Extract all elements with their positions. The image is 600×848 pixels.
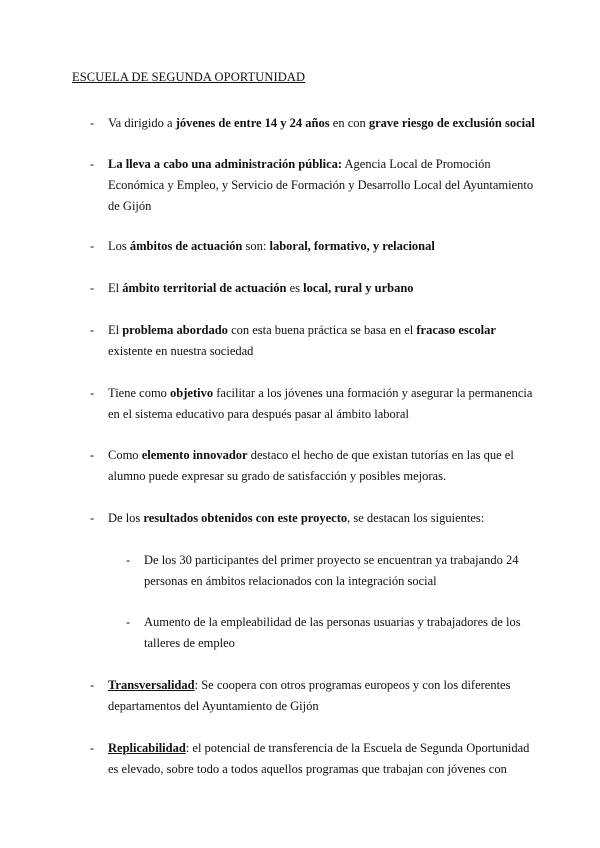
- bullet-dash: -: [90, 281, 95, 295]
- list-item-text: El problema abordado con esta buena práctica se basa en el fracaso escolar existente en nuestra sociedad: [108, 323, 496, 358]
- list-item-text: Replicabilidad: el potencial de transferencia de la Escuela de Segunda Oportunidad es elevado, sobre todo a todos aquellos programas que trabajan con jóvenes con: [108, 741, 530, 776]
- list-item-text: La lleva a cabo una administración pública: Agencia Local de Promoción Económica y Empleo, y Servicio de Formación y Desarrollo Local del Ayuntamiento de Gijón: [108, 157, 534, 213]
- bullet-dash: -: [126, 553, 131, 567]
- bullet-dash: -: [126, 615, 131, 629]
- list-item-text: Tiene como objetivo facilitar a los jóvenes una formación y asegurar la permanencia en el sistema educativo para después pasar al ámbito laboral: [108, 386, 533, 421]
- bullet-dash: -: [90, 157, 95, 171]
- bullet-dash: -: [90, 116, 95, 130]
- bullet-dash: -: [90, 741, 95, 755]
- list-item-text: Va dirigido a jóvenes de entre 14 y 24 años en con grave riesgo de exclusión social: [108, 116, 535, 130]
- page-title: ESCUELA DE SEGUNDA OPORTUNIDAD: [72, 70, 306, 84]
- bullet-dash: -: [90, 678, 95, 692]
- bullet-dash: -: [90, 323, 95, 337]
- list-item-text: Como elemento innovador destaco el hecho de que existan tutorías en las que el alumno puede expresar su grado de satisfacción y posibles mejoras.: [108, 448, 514, 483]
- bullet-dash: -: [90, 239, 95, 253]
- list-item-text: De los resultados obtenidos con este proyecto, se destacan los siguientes:: [108, 511, 485, 525]
- bullet-dash: -: [90, 448, 95, 462]
- list-item-text: Transversalidad: Se coopera con otros programas europeos y con los diferentes departamentos del Ayuntamiento de Gijón: [108, 678, 511, 713]
- sub-list-item-text: Aumento de la empleabilidad de las personas usuarias y trabajadores de los talleres de empleo: [144, 615, 521, 650]
- list-item-text: Los ámbitos de actuación son: laboral, formativo, y relacional: [108, 239, 435, 253]
- bullet-dash: -: [90, 511, 95, 525]
- sub-list-item-text: De los 30 participantes del primer proyecto se encuentran ya trabajando 24 personas en ámbitos relacionados con la integración social: [144, 553, 519, 588]
- bullet-dash: -: [90, 386, 95, 400]
- list-item-text: El ámbito territorial de actuación es local, rural y urbano: [108, 281, 414, 295]
